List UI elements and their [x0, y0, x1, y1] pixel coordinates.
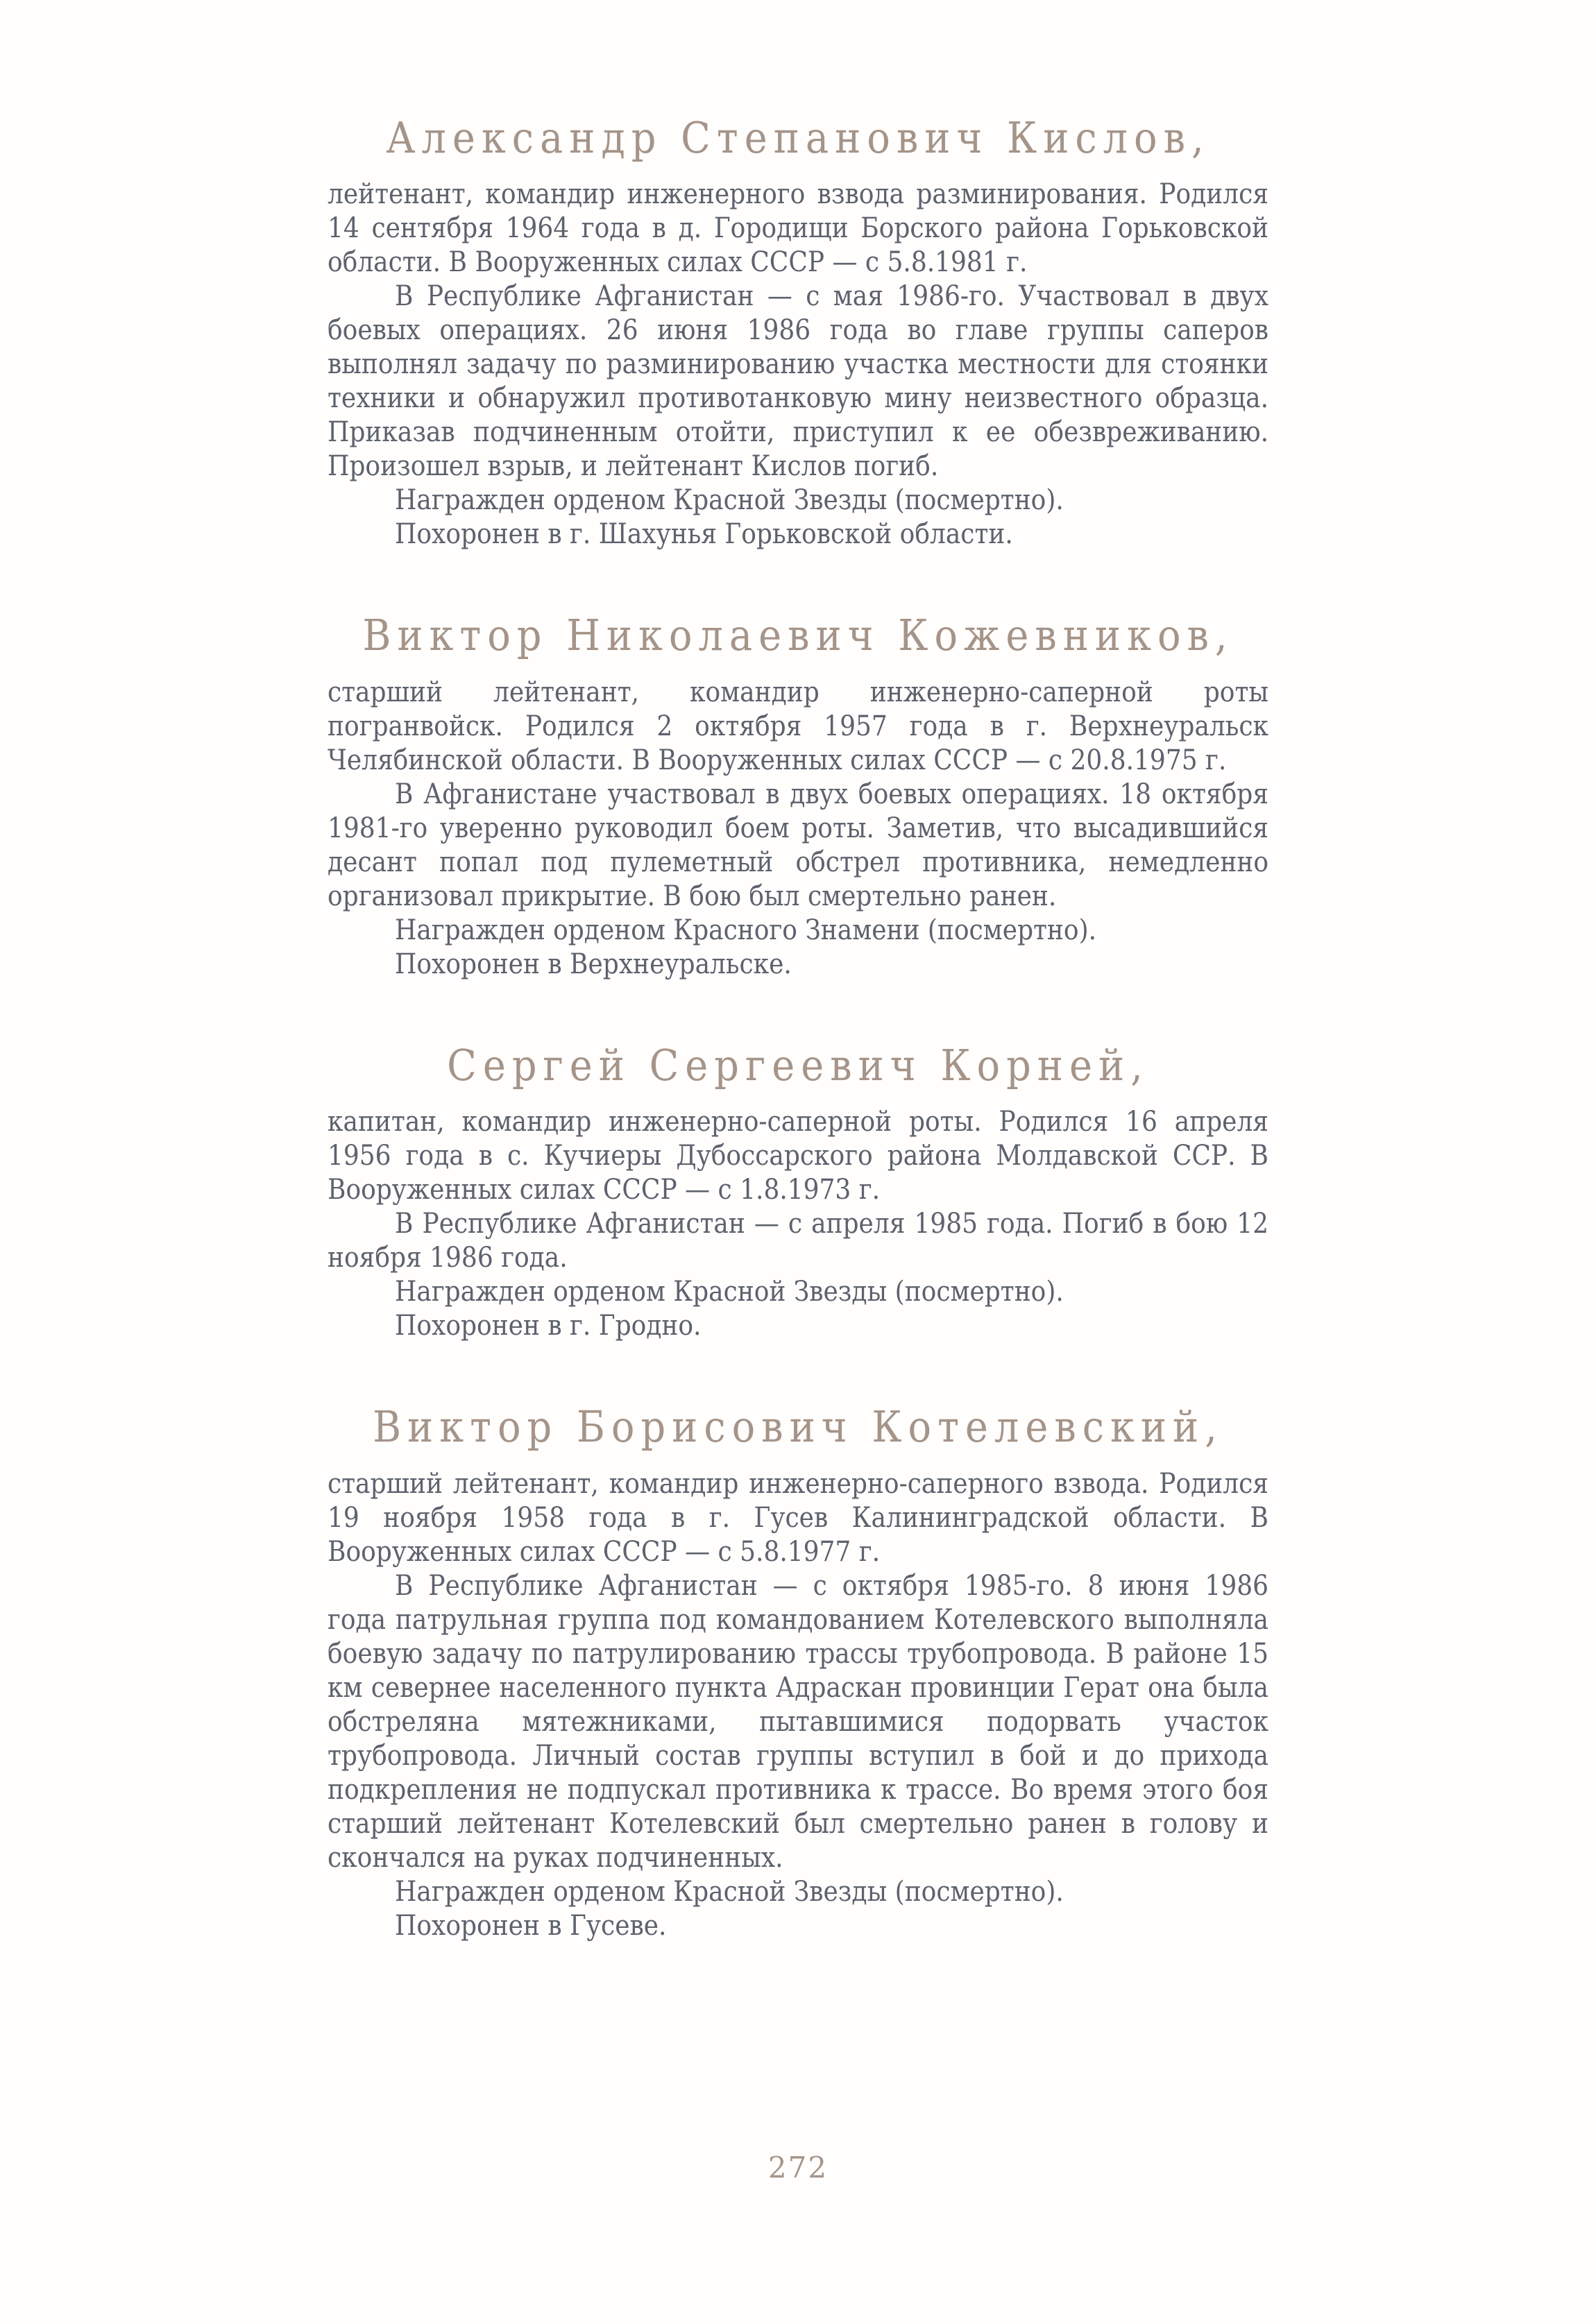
memorial-entry [328, 1040, 1268, 1343]
memorial-entry [328, 1401, 1268, 1942]
entry-paragraph-award: Награжден орденом Красного Знамени (посмертно). [395, 914, 1097, 946]
entry-paragraph-award: Награжден орденом Красной Звезды (посмертно). [395, 1875, 1064, 1908]
entry-paragraph: капитан, командир инженерно-саперной роты. Родился 16 апреля 1956 года в с. Кучиеры Дубоссарского района Молдавской ССР. В Вооруженных силах СССР — с 1.8.1973 г. [328, 1106, 1268, 1206]
entry-paragraph: лейтенант, командир инженерного взвода разминирования. Родился 14 сентября 1964 года в д. Городищи Борского района Горьковской области. В Вооруженных силах СССР — с 5.8.1981 г. [328, 178, 1268, 279]
entry-paragraph-award: Награжден орденом Красной Звезды (посмертно). [395, 1276, 1064, 1308]
entry-paragraph-burial: Похоронен в Гусеве. [395, 1909, 667, 1942]
entry-name-heading: Виктор Николаевич Кожевников, [362, 610, 1234, 661]
entry-paragraph: старший лейтенант, командир инженерно-саперного взвода. Родился 19 ноября 1958 года в г. Гусев Калининградской области. В Вооруженных силах СССР — с 5.8.1977 г. [328, 1467, 1268, 1568]
entry-name-heading: Виктор Борисович Котелевский, [373, 1401, 1223, 1453]
entry-paragraph: старший лейтенант, командир инженерно-саперной роты погранвойск. Родился 2 октября 1957 года в г. Верхнеуральск Челябинской области. В Вооруженных силах СССР — с 20.8.1975 г. [328, 676, 1268, 776]
entry-name-heading: Сергей Сергеевич Корней, [447, 1039, 1149, 1091]
entry-name-heading: Александр Степанович Кислов, [386, 112, 1210, 163]
entry-paragraph-burial: Похоронен в г. Шахунья Горьковской области. [395, 518, 1013, 551]
entry-paragraph: В Республике Афганистан — с мая 1986-го. Участвовал в двух боевых операциях. 26 июня 1986 года во главе группы саперов выполнял задачу по разминированию участка местности для стоянки техники и обнаружил противотанковую мину неизвестного образца. Приказав подчиненным отойти, приступил к ее обезвреживанию. Произошел взрыв, и лейтенант Кислов погиб. [328, 280, 1268, 483]
entry-paragraph-burial: Похоронен в г. Гродно. [395, 1310, 702, 1342]
entry-paragraph: В Афганистане участвовал в двух боевых операциях. 18 октября 1981-го уверенно руководил боем роты. Заметив, что высадившийся десант попал под пулеметный обстрел противника, немедленно организовал прикрытие. В бою был смертельно ранен. [328, 778, 1268, 912]
memorial-entry [328, 610, 1268, 981]
entry-paragraph-burial: Похоронен в Верхнеуральске. [395, 948, 792, 980]
text-column [328, 0, 1268, 1943]
memorial-entry [328, 112, 1268, 552]
entry-paragraph: В Республике Афганистан — с апреля 1985 года. Погиб в бою 12 ноября 1986 года. [328, 1208, 1268, 1274]
page-number: 272 [767, 2151, 829, 2185]
entry-paragraph-award: Награжден орденом Красной Звезды (посмертно). [395, 484, 1064, 517]
entry-paragraph: В Республике Афганистан — с октября 1985-го. 8 июня 1986 года патрульная группа под командованием Котелевского выполняла боевую задачу по патрулированию трассы трубопровода. В районе 15 км севернее населенного пункта Адраскан провинции Герат она была обстреляна мятежниками, пытавшимися подорвать участок трубопровода. Личный состав группы вступил в бой и до прихода подкрепления не подпускал противника к трассе. Во время этого боя старший лейтенант Котелевский был смертельно ранен в голову и скончался на руках подчиненных. [328, 1569, 1268, 1874]
